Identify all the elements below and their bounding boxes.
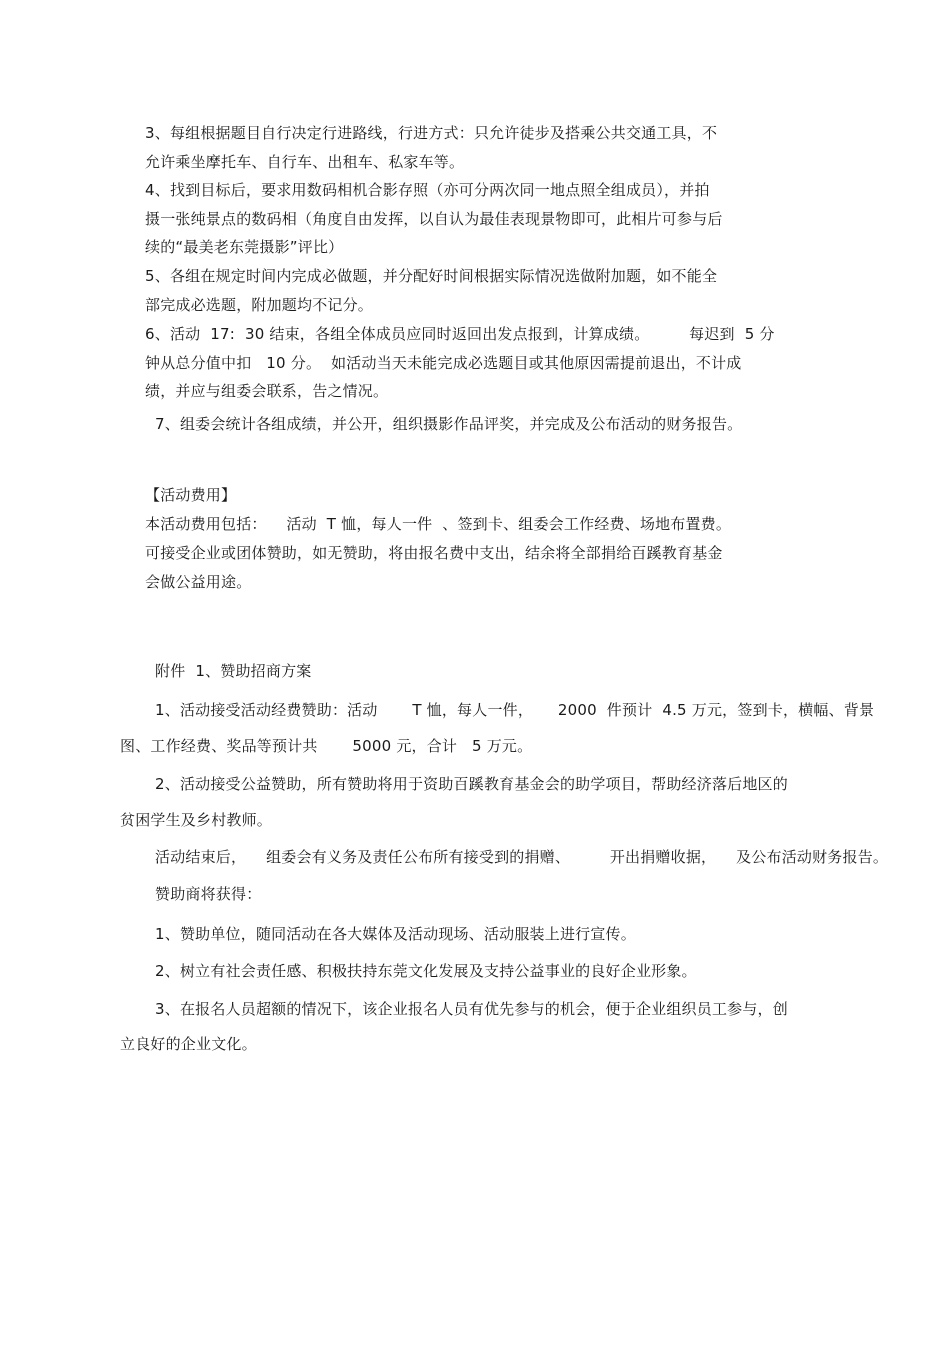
- benefit-2: 2、树立有社会责任感、积极扶持东莞文化发展及支持公益事业的良好企业形象。: [155, 962, 697, 980]
- rule-4-line-1: 4、找到目标后，要求用数码相机合影存照（亦可分两次同一地点照全组成员），并拍: [145, 181, 710, 199]
- rule-6-line-2: 钟从总分值中扣 10 分。 如活动当天未能完成必选题目或其他原因需提前退出，不计成: [145, 354, 742, 372]
- appendix-para-1-line-2: 图、工作经费、奖品等预计共 5000 元，合计 5 万元。: [120, 737, 533, 755]
- benefit-3-line-1: 3、在报名人员超额的情况下，该企业报名人员有优先参与的机会，便于企业组织员工参与，创: [155, 1000, 788, 1018]
- fees-line-2: 可接受企业或团体赞助，如无赞助，将由报名费中支出，结余将全部捐给百蹊教育基金: [145, 544, 723, 562]
- rule-4-line-3: 续的“最美老东莞摄影”评比）: [145, 238, 344, 256]
- appendix-para-3: 活动结束后， 组委会有义务及责任公布所有接受到的捐赠、 开出捐赠收据， 及公布活动财务报告。: [155, 848, 889, 866]
- appendix-para-2-line-2: 贫困学生及乡村教师。: [120, 811, 273, 829]
- rule-6-line-1: 6、活动 17: 30 结束，各组全体成员应同时返回出发点报到，计算成绩。 每迟到 5 分: [145, 325, 775, 343]
- fees-line-3: 会做公益用途。: [145, 573, 252, 591]
- rule-5-line-2: 部完成必选题，附加题均不记分。: [145, 296, 374, 314]
- rule-3-line-1: 3、每组根据题目自行决定行进路线，行进方式：只允许徒步及搭乘公共交通工具，不: [145, 124, 718, 142]
- benefit-1: 1、赞助单位，随同活动在各大媒体及活动现场、活动服装上进行宣传。: [155, 925, 636, 943]
- rule-7: 7、组委会统计各组成绩，并公开，组织摄影作品评奖，并完成及公布活动的财务报告。: [155, 415, 743, 433]
- rule-5-line-1: 5、各组在规定时间内完成必做题，并分配好时间根据实际情况选做附加题，如不能全: [145, 267, 718, 285]
- benefit-3-line-2: 立良好的企业文化。: [120, 1035, 257, 1053]
- appendix-para-1-line-1: 1、活动接受活动经费赞助：活动 T 恤，每人一件， 2000 件预计 4.5 万元，签到卡，横幅、背景: [155, 701, 875, 719]
- fees-heading: 【活动费用】: [145, 486, 237, 504]
- rule-4-line-2: 摄一张纯景点的数码相（角度自由发挥，以自认为最佳表现景物即可，此相片可参与后: [145, 210, 723, 228]
- fees-line-1: 本活动费用包括： 活动 T 恤，每人一件 、签到卡、组委会工作经费、场地布置费。: [145, 515, 732, 533]
- appendix-para-2-line-1: 2、活动接受公益赞助，所有赞助将用于资助百蹊教育基金会的助学项目，帮助经济落后地区的: [155, 775, 788, 793]
- appendix-heading: 附件 1、赞助招商方案: [155, 662, 312, 680]
- rule-6-line-3: 绩，并应与组委会联系，告之情况。: [145, 382, 389, 400]
- appendix-benefits-heading: 赞助商将获得：: [155, 885, 262, 903]
- rule-3-line-2: 允许乘坐摩托车、自行车、出租车、私家车等。: [145, 153, 465, 171]
